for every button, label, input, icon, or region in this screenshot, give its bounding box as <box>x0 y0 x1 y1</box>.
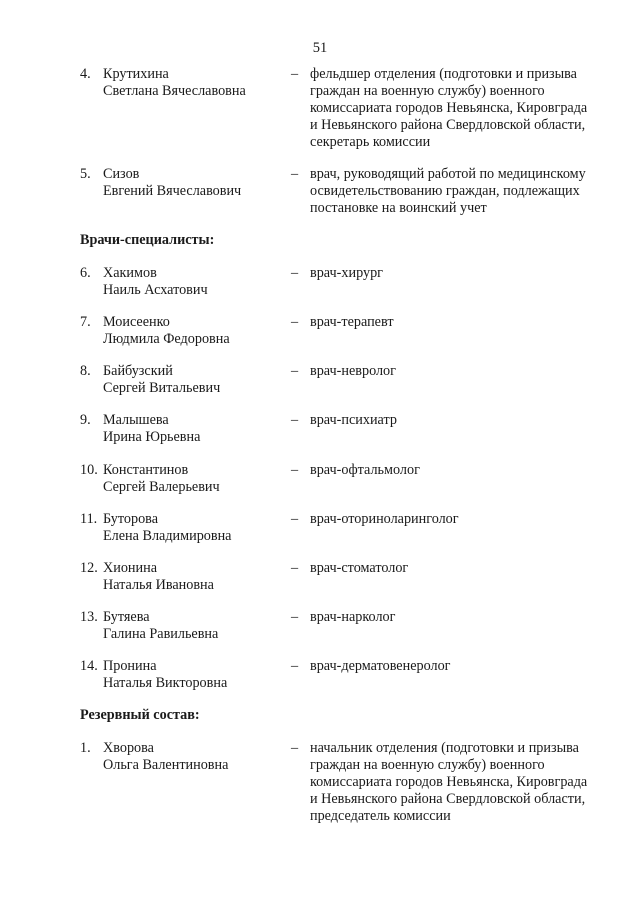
item-number: 13. <box>80 609 98 625</box>
section-title-specialists: Врачи-специалисты: <box>80 232 215 248</box>
person-name: Бутяева Галина Равильевна <box>103 609 219 642</box>
dash: – <box>291 314 299 330</box>
item-number: 14. <box>80 658 98 674</box>
section-title-reserve: Резервный состав: <box>80 707 200 723</box>
dash: – <box>291 511 299 527</box>
item-number: 12. <box>80 560 98 576</box>
dash: – <box>291 658 299 674</box>
person-name: Буторова Елена Владимировна <box>103 511 232 544</box>
item-number: 6. <box>80 265 91 281</box>
dash: – <box>291 66 299 82</box>
dash: – <box>291 363 299 379</box>
item-number: 8. <box>80 363 91 379</box>
person-role: врач, руководящий работой по медицинскому освидетельствованию граждан, подлежащих постановке на воинский учет <box>310 166 586 216</box>
person-role: врач-психиатр <box>310 412 397 428</box>
item-number: 9. <box>80 412 91 428</box>
person-role: фельдшер отделения (подготовки и призыва граждан на военную службу) военного комиссариата городов Невьянска, Кировграда и Невьянского района Свердловской области, секретарь комиссии <box>310 66 588 150</box>
dash: – <box>291 609 299 625</box>
item-number: 4. <box>80 66 91 82</box>
person-role: врач-невролог <box>310 363 396 379</box>
dash: – <box>291 462 299 478</box>
dash: – <box>291 265 299 281</box>
person-name: Байбузский Сергей Витальевич <box>103 363 221 396</box>
person-name: Хворова Ольга Валентиновна <box>103 740 229 773</box>
person-role: врач-нарколог <box>310 609 396 625</box>
person-role: врач-оториноларинголог <box>310 511 459 527</box>
dash: – <box>291 166 299 182</box>
item-number: 11. <box>80 511 98 527</box>
person-role: врач-терапевт <box>310 314 394 330</box>
person-name: Пронина Наталья Викторовна <box>103 658 228 691</box>
item-number: 1. <box>80 740 91 756</box>
item-number: 5. <box>80 166 91 182</box>
person-role: врач-дерматовенеролог <box>310 658 451 674</box>
person-name: Хионина Наталья Ивановна <box>103 560 214 593</box>
dash: – <box>291 560 299 576</box>
person-name: Константинов Сергей Валерьевич <box>103 462 220 495</box>
person-name: Хакимов Наиль Асхатович <box>103 265 208 298</box>
item-number: 7. <box>80 314 91 330</box>
person-role: врач-стоматолог <box>310 560 409 576</box>
person-name: Малышева Ирина Юрьевна <box>103 412 201 445</box>
person-name: Сизов Евгений Вячеславович <box>103 166 242 199</box>
item-number: 10. <box>80 462 98 478</box>
person-role: врач-офтальмолог <box>310 462 420 478</box>
dash: – <box>291 740 299 756</box>
person-role: начальник отделения (подготовки и призыва граждан на военную службу) военного комиссариата городов Невьянска, Кировграда и Невьянского района Свердловской области, председатель комиссии <box>310 740 588 824</box>
person-name: Моисеенко Людмила Федоровна <box>103 314 230 347</box>
person-role: врач-хирург <box>310 265 383 281</box>
page-number: 51 <box>312 40 328 56</box>
person-name: Крутихина Светлана Вячеславовна <box>103 66 246 99</box>
dash: – <box>291 412 299 428</box>
